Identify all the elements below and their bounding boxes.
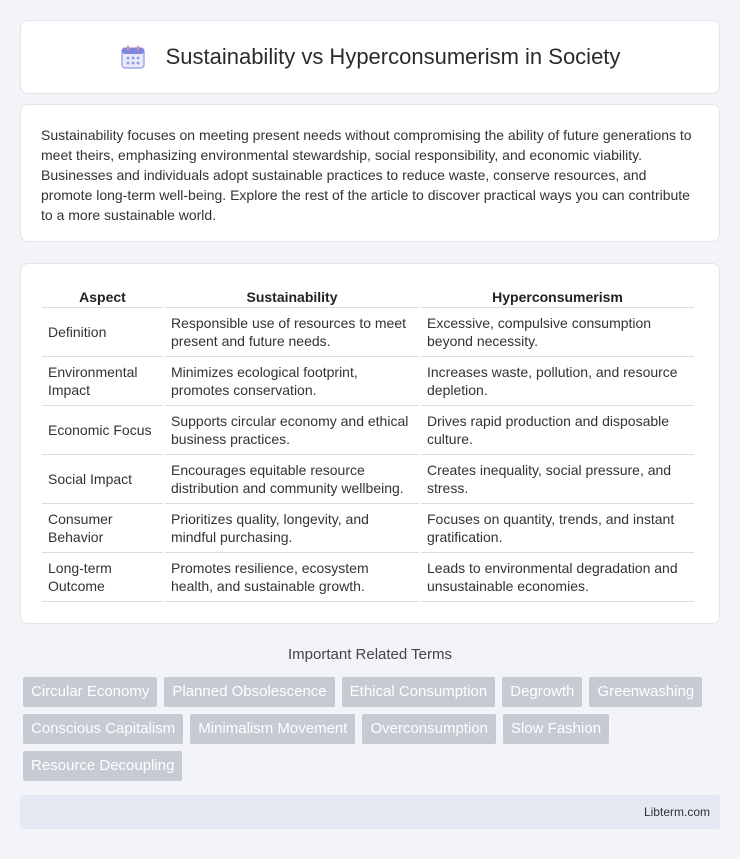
tag-minimalism-movement[interactable]: Minimalism Movement [190, 714, 355, 744]
intro-card [20, 104, 720, 242]
tag-ethical-consumption[interactable]: Ethical Consumption [342, 677, 496, 707]
hyperconsumerism-cell: Excessive, compulsive consumption beyond necessity. [421, 308, 694, 357]
aspect-cell: Social Impact [42, 455, 163, 504]
hyperconsumerism-cell: Increases waste, pollution, and resource depletion. [421, 357, 694, 406]
table-row [42, 406, 694, 455]
footer [20, 795, 720, 829]
tag-greenwashing[interactable]: Greenwashing [589, 677, 702, 707]
intro-text: Sustainability focuses on meeting present needs without compromising the ability of future generations to meet theirs, emphasizing environmental stewardship, social responsibility, and economic viability. Businesses and individuals adopt sustainable practices to reduce waste, conserve resources, and promote long-term well-being. Explore the rest of the article to discover practical ways you can contribute to a more sustainable world. [41, 127, 692, 223]
table-row [42, 455, 694, 504]
header-aspect: Aspect [42, 284, 163, 308]
tag-planned-obsolescence[interactable]: Planned Obsolescence [164, 677, 334, 707]
sustainability-cell: Promotes resilience, ecosystem health, and sustainable growth. [165, 553, 419, 602]
tag-overconsumption[interactable]: Overconsumption [362, 714, 496, 744]
aspect-cell: Economic Focus [42, 406, 163, 455]
sustainability-cell: Supports circular economy and ethical business practices. [165, 406, 419, 455]
tag-degrowth[interactable]: Degrowth [502, 677, 582, 707]
header-hyperconsumerism: Hyperconsumerism [421, 284, 694, 308]
tag-conscious-capitalism[interactable]: Conscious Capitalism [23, 714, 183, 744]
table-row [42, 504, 694, 553]
sustainability-cell: Minimizes ecological footprint, promotes conservation. [165, 357, 419, 406]
tag-circular-economy[interactable]: Circular Economy [23, 677, 157, 707]
calendar-icon [120, 44, 146, 70]
tag-slow-fashion[interactable]: Slow Fashion [503, 714, 609, 744]
hyperconsumerism-cell: Leads to environmental degradation and unsustainable economies. [421, 553, 694, 602]
header-sustainability: Sustainability [165, 284, 419, 308]
related-terms-list [23, 677, 723, 788]
title-wrap [120, 44, 621, 70]
aspect-cell: Environmental Impact [42, 357, 163, 406]
footer-brand-link[interactable]: Libterm.com [643, 805, 710, 819]
table-header-row [42, 284, 694, 308]
tag-resource-decoupling[interactable]: Resource Decoupling [23, 751, 182, 781]
table-row [42, 553, 694, 602]
aspect-cell: Consumer Behavior [42, 504, 163, 553]
header-card [20, 20, 720, 94]
related-terms-title: Important Related Terms [288, 646, 452, 663]
hyperconsumerism-cell: Creates inequality, social pressure, and stress. [421, 455, 694, 504]
table-row [42, 308, 694, 357]
table-row [42, 357, 694, 406]
page-title: Sustainability vs Hyperconsumerism in Society [165, 44, 621, 69]
comparison-table [40, 284, 696, 602]
aspect-cell: Definition [42, 308, 163, 357]
hyperconsumerism-cell: Drives rapid production and disposable culture. [421, 406, 694, 455]
comparison-card [20, 263, 720, 624]
sustainability-cell: Prioritizes quality, longevity, and mindful purchasing. [165, 504, 419, 553]
hyperconsumerism-cell: Focuses on quantity, trends, and instant gratification. [421, 504, 694, 553]
aspect-cell: Long-term Outcome [42, 553, 163, 602]
sustainability-cell: Responsible use of resources to meet present and future needs. [165, 308, 419, 357]
sustainability-cell: Encourages equitable resource distribution and community wellbeing. [165, 455, 419, 504]
